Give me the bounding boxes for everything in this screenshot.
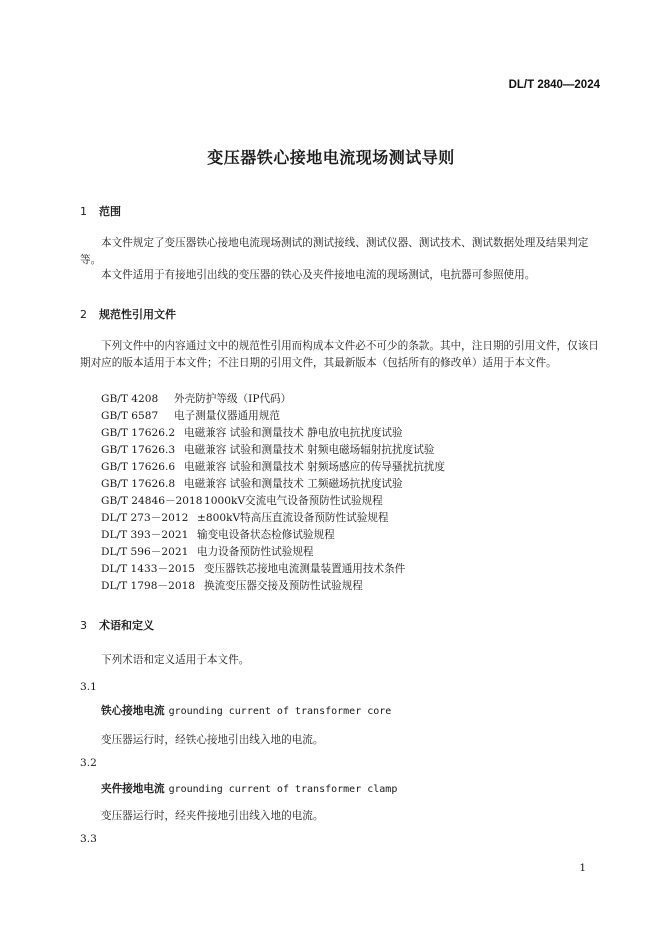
- reference-item: [101, 527, 335, 542]
- reference-code: GB/T 6587: [101, 410, 159, 422]
- reference-title: 电磁兼容 试验和测量技术 射频场感应的传导骚扰抗扰度: [184, 461, 445, 473]
- section-number: 2: [80, 308, 87, 321]
- section-title: 术语和定义: [99, 619, 154, 632]
- reference-title: 换流变压器交接及预防性试验规程: [204, 580, 363, 592]
- scope-paragraph-2: 本文件适用于有接地引出线的变压器的铁心及夹件接地电流的现场测试，电抗器可参照使用。: [101, 269, 536, 281]
- reference-code: DL/T 1798－2018: [101, 580, 196, 592]
- reference-code: GB/T 4208: [101, 393, 159, 405]
- reference-code: DL/T 273－2012: [101, 512, 189, 524]
- reference-title: 电磁兼容 试验和测量技术 静电放电抗扰度试验: [184, 427, 403, 439]
- section-heading-normative-references: [80, 306, 176, 322]
- reference-title: ±800kV特高压直流设备预防性试验规程: [197, 512, 389, 524]
- section-number: 1: [80, 205, 87, 218]
- reference-title: 电子测量仪器通用规范: [174, 410, 280, 422]
- section-heading-scope: [80, 203, 121, 219]
- section-title: 规范性引用文件: [99, 308, 176, 321]
- section-number: 3: [80, 619, 87, 632]
- term-english: grounding current of transformer core: [168, 706, 392, 717]
- reference-item: [101, 493, 383, 508]
- reference-title: 输变电设备状态检修试验规程: [197, 529, 335, 541]
- reference-item: [101, 561, 405, 576]
- reference-title: 电磁兼容 试验和测量技术 射频电磁场辐射抗扰度试验: [184, 444, 435, 456]
- reference-item: [101, 510, 388, 525]
- section-heading-terms-definitions: [80, 617, 154, 633]
- normative-intro-paragraph: 下列文件中的内容通过文中的规范性引用而构成本文件必不可少的条款。其中，注日期的引用文件，仅该日期对应的版本适用于本文件；不注日期的引用文件，其最新版本（包括所有的修改单）适用于本文件。: [80, 340, 599, 370]
- reference-title: 1000kV交流电气设备预防性试验规程: [204, 495, 383, 507]
- page-number: 1: [579, 862, 586, 874]
- term-number: 3.2: [80, 757, 97, 769]
- term-chinese: 铁心接地电流: [101, 705, 165, 717]
- reference-title: 电力设备预防性试验规程: [197, 546, 314, 558]
- document-number: DL/T 2840—2024: [508, 79, 600, 91]
- term-number: 3.1: [80, 681, 97, 693]
- scope-paragraph-1: 本文件规定了变压器铁心接地电流现场测试的测试接线、测试仪器、测试技术、测试数据处理及结果判定等。: [80, 237, 589, 267]
- reference-item: [101, 408, 280, 423]
- reference-item: [101, 476, 403, 491]
- reference-code: GB/T 17626.3: [101, 444, 176, 456]
- reference-item: [101, 442, 434, 457]
- term-definition: 变压器运行时，经夹件接地引出线入地的电流。: [101, 810, 324, 822]
- reference-title: 电磁兼容 试验和测量技术 工频磁场抗扰度试验: [184, 478, 403, 490]
- reference-code: GB/T 17626.6: [101, 461, 176, 473]
- term-english: grounding current of transformer clamp: [168, 784, 398, 795]
- reference-item: [101, 425, 403, 440]
- reference-item: [101, 459, 445, 474]
- reference-title: 变压器铁芯接地电流测量装置通用技术条件: [204, 563, 406, 575]
- document-title: 变压器铁心接地电流现场测试导则: [207, 148, 455, 167]
- term-number: 3.3: [80, 833, 97, 845]
- term-chinese: 夹件接地电流: [101, 783, 165, 795]
- reference-title: 外壳防护等级（IP代码）: [174, 393, 292, 405]
- reference-code: GB/T 24846－2018: [101, 495, 203, 507]
- reference-item: [101, 391, 291, 406]
- reference-code: DL/T 596－2021: [101, 546, 189, 558]
- reference-code: DL/T 1433－2015: [101, 563, 196, 575]
- term-entry: [101, 781, 397, 796]
- term-entry: [101, 703, 391, 718]
- reference-code: GB/T 17626.2: [101, 427, 176, 439]
- reference-code: DL/T 393－2021: [101, 529, 189, 541]
- section-title: 范围: [99, 205, 121, 218]
- reference-item: [101, 578, 363, 593]
- terms-intro-paragraph: 下列术语和定义适用于本文件。: [101, 654, 250, 666]
- reference-code: GB/T 17626.8: [101, 478, 176, 490]
- reference-item: [101, 544, 314, 559]
- term-definition: 变压器运行时，经铁心接地引出线入地的电流。: [101, 734, 324, 746]
